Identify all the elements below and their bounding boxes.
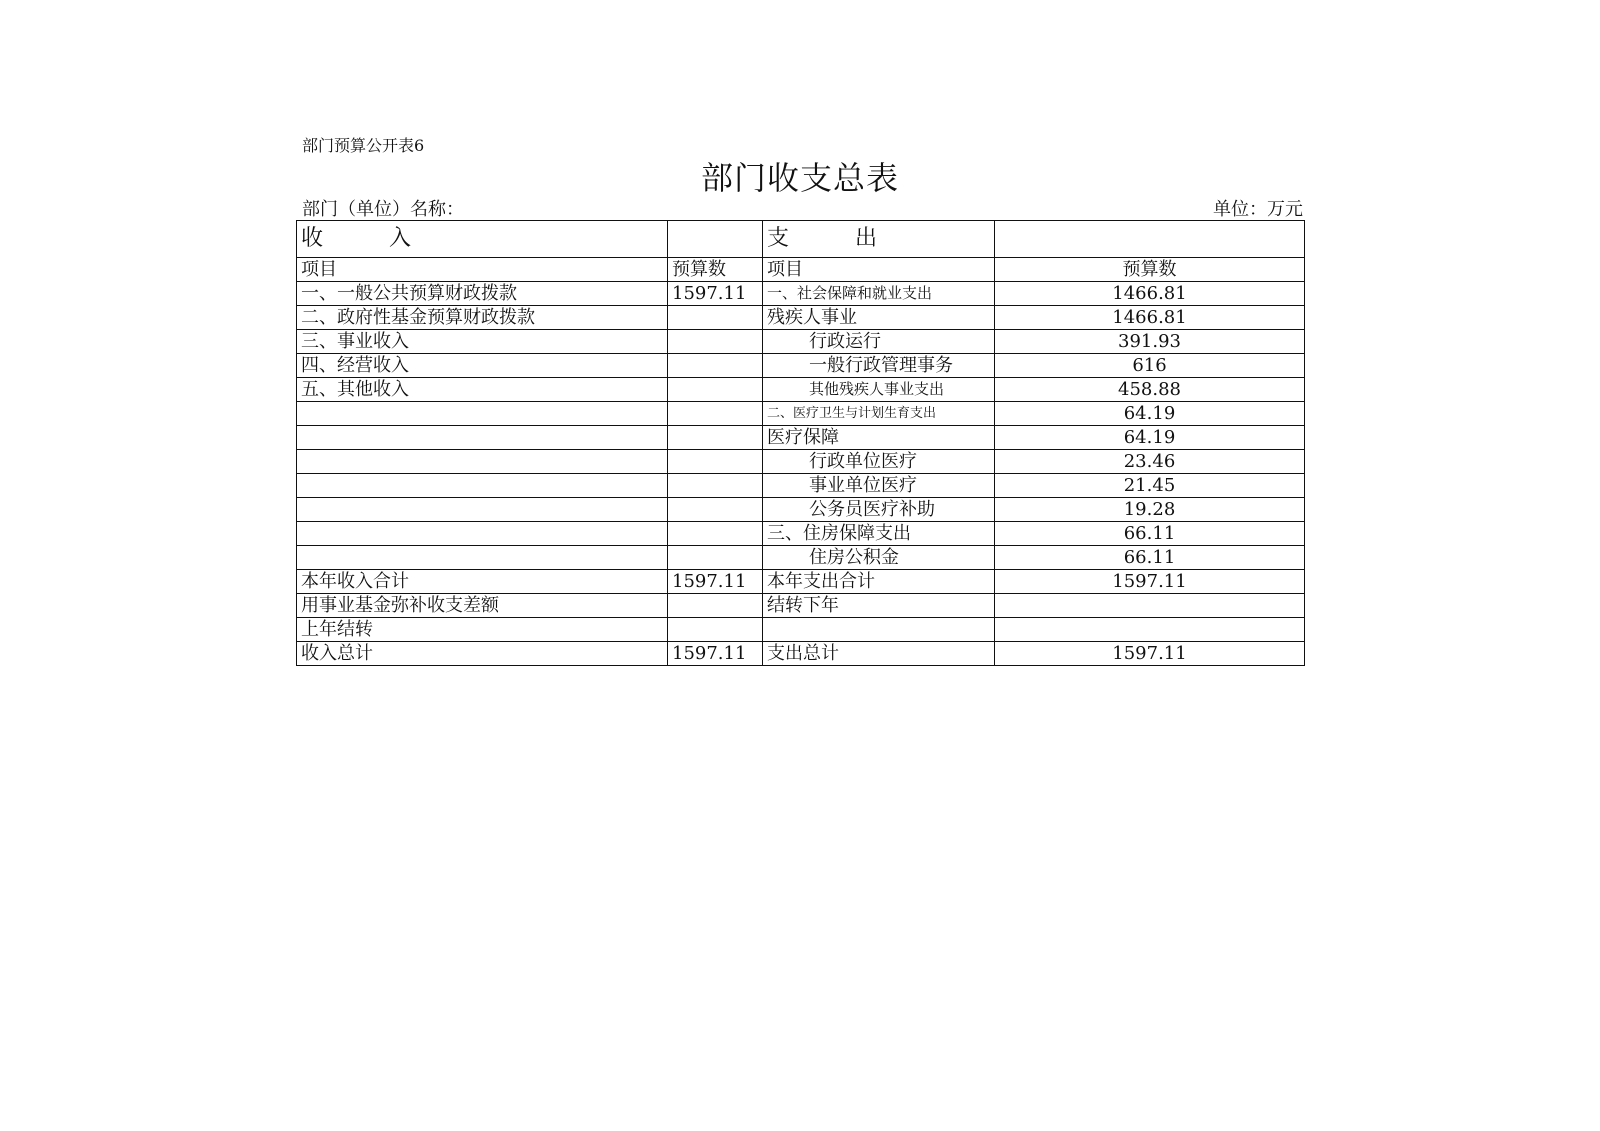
- expense-item: 残疾人事业: [763, 306, 995, 330]
- table-row: [297, 618, 1305, 642]
- expense-item: 二、医疗卫生与计划生育支出: [763, 402, 995, 426]
- income-item: [297, 474, 668, 498]
- expense-amount: [995, 618, 1305, 642]
- expense-amount: 64.19: [995, 402, 1305, 426]
- income-amount: 1597.11: [668, 282, 763, 306]
- table-row: [297, 330, 1305, 354]
- expense-item-header: 项目: [763, 258, 995, 282]
- income-item: [297, 498, 668, 522]
- expense-amount: 66.11: [995, 546, 1305, 570]
- expense-amount: 64.19: [995, 426, 1305, 450]
- income-amount: [668, 594, 763, 618]
- income-item: 用事业基金弥补收支差额: [297, 594, 668, 618]
- income-amount: 1597.11: [668, 570, 763, 594]
- income-amount: [668, 354, 763, 378]
- income-amount: [668, 546, 763, 570]
- expense-item: 行政运行: [763, 330, 995, 354]
- expense-item: 住房公积金: [763, 546, 995, 570]
- income-item: 一、一般公共预算财政拨款: [297, 282, 668, 306]
- expense-item: 本年支出合计: [763, 570, 995, 594]
- income-item: 四、经营收入: [297, 354, 668, 378]
- department-name-label: 部门（单位）名称：: [302, 199, 464, 220]
- income-amount: [668, 426, 763, 450]
- income-item: 二、政府性基金预算财政拨款: [297, 306, 668, 330]
- income-amount: [668, 378, 763, 402]
- income-item: [297, 450, 668, 474]
- income-amount: [668, 522, 763, 546]
- expense-amount-header: 预算数: [995, 258, 1305, 282]
- table-row: [297, 498, 1305, 522]
- table-row: [297, 306, 1305, 330]
- page-title: 部门收支总表: [700, 159, 899, 197]
- table-row: [297, 378, 1305, 402]
- expense-amount: 616: [995, 354, 1305, 378]
- expense-item: 医疗保障: [763, 426, 995, 450]
- table-row: [297, 546, 1305, 570]
- expense-amount: 21.45: [995, 474, 1305, 498]
- income-item: 五、其他收入: [297, 378, 668, 402]
- expense-amount: [995, 594, 1305, 618]
- income-item: [297, 402, 668, 426]
- income-amount: [668, 330, 763, 354]
- income-amount: [668, 450, 763, 474]
- expense-item: 支出总计: [763, 642, 995, 666]
- income-item: 本年收入合计: [297, 570, 668, 594]
- income-amount: [668, 474, 763, 498]
- income-section-header: 收 入: [297, 221, 668, 258]
- expense-amount: 66.11: [995, 522, 1305, 546]
- table-row: [297, 594, 1305, 618]
- expense-item: [763, 618, 995, 642]
- expense-item: 结转下年: [763, 594, 995, 618]
- income-amount: 1597.11: [668, 642, 763, 666]
- table-row: [297, 450, 1305, 474]
- expense-amount: 391.93: [995, 330, 1305, 354]
- income-item: 收入总计: [297, 642, 668, 666]
- expense-item: 三、住房保障支出: [763, 522, 995, 546]
- table-row: [297, 522, 1305, 546]
- grand-total-row: [297, 642, 1305, 666]
- income-amount-header: 预算数: [668, 258, 763, 282]
- income-amount: [668, 498, 763, 522]
- table-row: [297, 354, 1305, 378]
- expense-section-header: 支 出: [763, 221, 995, 258]
- table-row: [297, 474, 1305, 498]
- income-amount: [668, 306, 763, 330]
- income-item: [297, 546, 668, 570]
- income-expense-table: [296, 220, 1305, 666]
- expense-item: 公务员医疗补助: [763, 498, 995, 522]
- income-amount: [668, 618, 763, 642]
- column-header-row: [297, 258, 1305, 282]
- expense-item: 事业单位医疗: [763, 474, 995, 498]
- expense-amount: 1466.81: [995, 306, 1305, 330]
- table-row: [297, 282, 1305, 306]
- expense-amount: 19.28: [995, 498, 1305, 522]
- income-item: [297, 522, 668, 546]
- expense-amount: 23.46: [995, 450, 1305, 474]
- expense-amount: 1597.11: [995, 570, 1305, 594]
- income-item: 上年结转: [297, 618, 668, 642]
- document-id: 部门预算公开表6: [302, 136, 425, 155]
- table-row: [297, 426, 1305, 450]
- income-amount: [668, 402, 763, 426]
- expense-amount: 458.88: [995, 378, 1305, 402]
- income-item: [297, 426, 668, 450]
- unit-label: 单位：万元: [1213, 199, 1303, 220]
- expense-amount: 1597.11: [995, 642, 1305, 666]
- expense-item: 行政单位医疗: [763, 450, 995, 474]
- income-item: 三、事业收入: [297, 330, 668, 354]
- income-section-blank: [668, 221, 763, 258]
- expense-item: 其他残疾人事业支出: [763, 378, 995, 402]
- expense-item: 一、社会保障和就业支出: [763, 282, 995, 306]
- subtotal-row: [297, 570, 1305, 594]
- section-header-row: [297, 221, 1305, 258]
- expense-section-blank: [995, 221, 1305, 258]
- income-item-header: 项目: [297, 258, 668, 282]
- table-row: [297, 402, 1305, 426]
- expense-amount: 1466.81: [995, 282, 1305, 306]
- expense-item: 一般行政管理事务: [763, 354, 995, 378]
